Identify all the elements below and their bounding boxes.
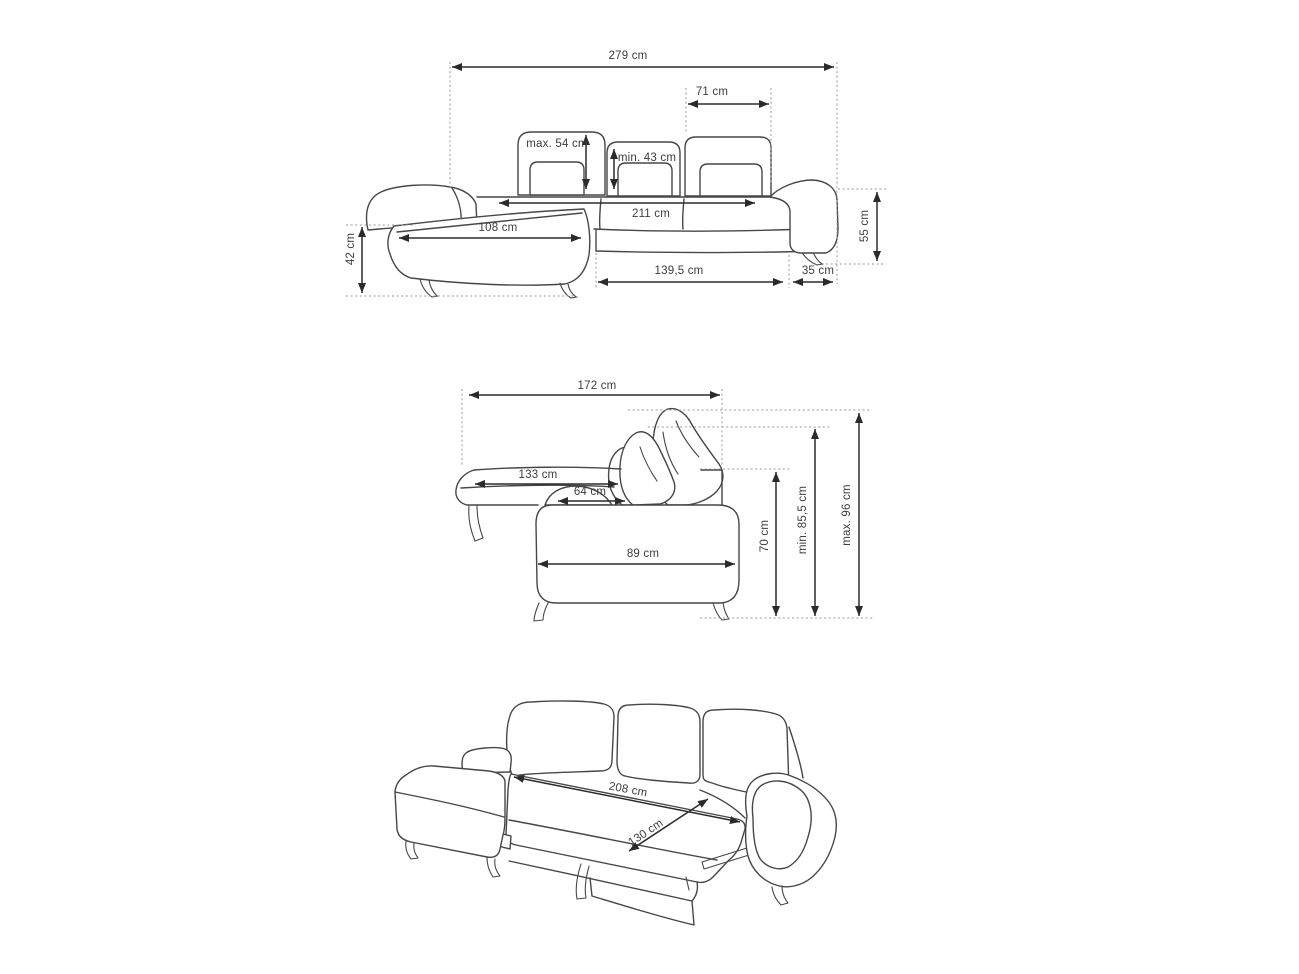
dim-label-seat-width: 211 cm xyxy=(631,208,671,220)
dim-label-headrest-width: 71 cm xyxy=(695,86,729,98)
dim-label-total-depth: 172 cm xyxy=(577,380,617,392)
bed-view-sofa-drawing xyxy=(395,701,836,925)
dim-label-side-width: 89 cm xyxy=(626,548,660,560)
dim-label-chaise-depth: 133 cm xyxy=(518,469,558,481)
dim-label-total-width: 279 cm xyxy=(608,50,648,62)
dim-label-height-min: min. 85,5 cm xyxy=(797,485,809,555)
dim-label-headrest-min: min. 43 cm xyxy=(617,152,677,164)
dim-label-seat-depth: 64 cm xyxy=(573,486,607,498)
dim-label-seat-height: 42 cm xyxy=(345,232,357,266)
front-view-sofa-drawing xyxy=(367,132,838,298)
dim-label-chaise-width: 108 cm xyxy=(478,222,518,234)
dim-label-armrest-height: 55 cm xyxy=(859,209,871,243)
dim-label-bed-length: 208 cm xyxy=(607,780,649,800)
dim-label-headrest-max: max. 54 cm xyxy=(526,138,588,150)
dim-label-base-depth: 139,5 cm xyxy=(654,265,704,277)
dim-label-bed-width: 130 cm xyxy=(626,817,666,849)
side-view-sofa-drawing xyxy=(456,409,739,621)
dim-label-height-max: max. 96 cm xyxy=(841,484,853,546)
dim-label-backrest-height: 70 cm xyxy=(759,519,771,553)
dim-label-armrest-width: 35 cm xyxy=(801,265,835,277)
